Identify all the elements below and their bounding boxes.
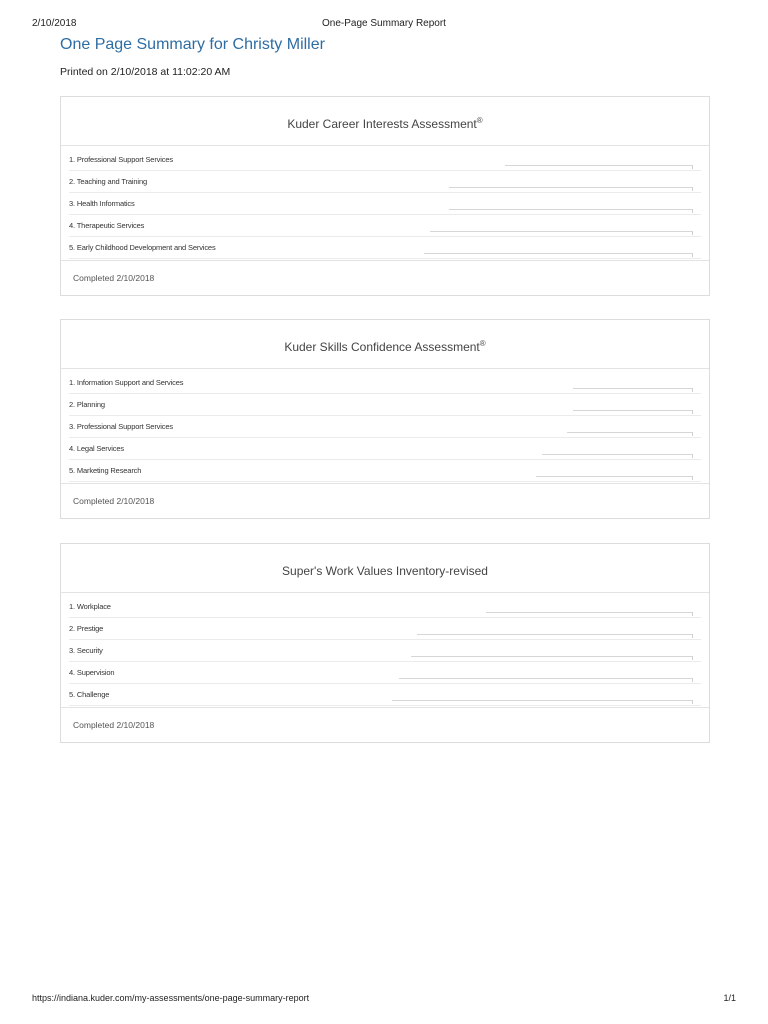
result-item	[69, 597, 701, 619]
score-bar	[411, 656, 693, 660]
divider	[69, 236, 701, 237]
page-count: 1/1	[723, 993, 736, 1003]
result-label: 4. Supervision	[69, 668, 115, 677]
result-item	[69, 395, 701, 417]
score-bar	[573, 388, 693, 392]
divider	[69, 437, 701, 438]
result-label: 3. Professional Support Services	[69, 422, 174, 431]
result-item	[69, 150, 701, 172]
score-bar	[567, 432, 693, 436]
card-title	[61, 97, 709, 146]
divider	[69, 170, 701, 171]
result-label: 3. Security	[69, 646, 103, 655]
result-item	[69, 373, 701, 395]
printed-timestamp: Printed on 2/10/2018 at 11:02:20 AM	[60, 66, 231, 78]
score-bar	[505, 165, 693, 169]
result-label: 5. Early Childhood Development and Services	[69, 243, 216, 252]
score-bar	[542, 454, 693, 458]
card-title-text: Kuder Skills Confidence Assessment	[284, 340, 480, 354]
assessment-card-skills-confidence	[60, 319, 710, 519]
result-label: 5. Challenge	[69, 690, 110, 699]
score-bar	[486, 612, 693, 616]
divider	[69, 661, 701, 662]
result-item	[69, 461, 701, 483]
result-label: 1. Workplace	[69, 602, 111, 611]
card-title	[61, 320, 709, 369]
result-label: 1. Information Support and Services	[69, 378, 184, 387]
result-item	[69, 663, 701, 685]
result-item	[69, 641, 701, 663]
divider	[69, 617, 701, 618]
score-bar	[392, 700, 693, 704]
divider	[69, 639, 701, 640]
score-bar	[430, 231, 693, 235]
score-bar	[573, 410, 693, 414]
result-label: 3. Health Informatics	[69, 199, 135, 208]
assessment-card-work-values	[60, 543, 710, 743]
result-label: 2. Planning	[69, 400, 105, 409]
result-label: 2. Prestige	[69, 624, 104, 633]
card-title	[61, 544, 709, 593]
registered-mark: ®	[476, 116, 483, 125]
score-bar	[399, 678, 693, 682]
divider	[69, 481, 701, 482]
score-bar	[536, 476, 693, 480]
result-label: 1. Professional Support Services	[69, 155, 174, 164]
result-item	[69, 194, 701, 216]
result-label: 4. Legal Services	[69, 444, 124, 453]
divider	[69, 192, 701, 193]
result-item	[69, 619, 701, 641]
assessment-card-career-interests	[60, 96, 710, 296]
card-title-text: Super's Work Values Inventory-revised	[282, 564, 488, 578]
divider	[69, 683, 701, 684]
completed-date: Completed 2/10/2018	[61, 483, 709, 518]
print-header	[32, 18, 736, 32]
result-list	[61, 593, 709, 707]
result-label: 4. Therapeutic Services	[69, 221, 145, 230]
result-item	[69, 172, 701, 194]
result-item	[69, 439, 701, 461]
completed-date: Completed 2/10/2018	[61, 707, 709, 742]
page-title: One Page Summary for Christy Miller	[60, 36, 325, 53]
result-label: 5. Marketing Research	[69, 466, 142, 475]
result-item	[69, 238, 701, 260]
divider	[69, 258, 701, 259]
page-url: https://indiana.kuder.com/my-assessments/one-page-summary-report	[32, 993, 310, 1003]
result-item	[69, 216, 701, 238]
divider	[69, 393, 701, 394]
divider	[69, 705, 701, 706]
print-date: 2/10/2018	[32, 18, 77, 29]
card-title-text: Kuder Career Interests Assessment	[287, 117, 477, 131]
score-bar	[449, 187, 693, 191]
score-bar	[449, 209, 693, 213]
completed-date: Completed 2/10/2018	[61, 260, 709, 295]
divider	[69, 415, 701, 416]
result-label: 2. Teaching and Training	[69, 177, 147, 186]
print-footer	[32, 993, 736, 1007]
document-title: One-Page Summary Report	[322, 18, 446, 29]
result-list	[61, 146, 709, 260]
result-item	[69, 417, 701, 439]
registered-mark: ®	[479, 339, 486, 348]
score-bar	[417, 634, 693, 638]
result-list	[61, 369, 709, 483]
score-bar	[424, 253, 693, 257]
divider	[69, 214, 701, 215]
divider	[69, 459, 701, 460]
result-item	[69, 685, 701, 707]
